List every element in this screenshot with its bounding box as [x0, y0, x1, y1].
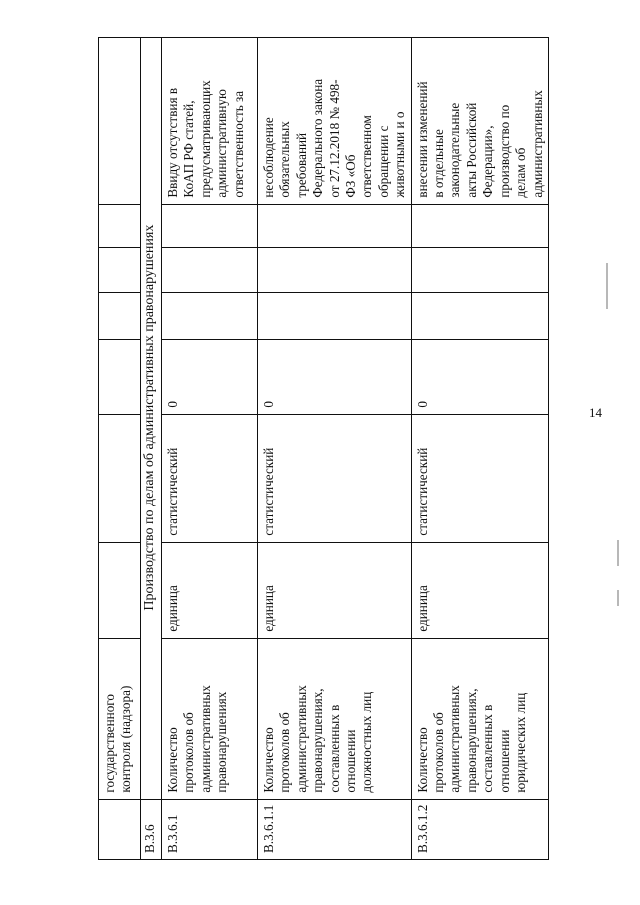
section-title: Производство по делам об административных правонарушениях	[141, 37, 162, 799]
type-cell: статистический	[411, 414, 548, 542]
empty-cell	[99, 414, 141, 542]
empty-cell	[411, 204, 548, 247]
note-cell: внесении изменений в отдельные законодательные акты Российской Федерации», производство по делам об административных	[411, 37, 548, 204]
unit-cell: единица	[258, 542, 412, 638]
empty-cell	[411, 247, 548, 292]
note-cell: Ввиду отсутствия в КоАП РФ статей, предусматривающих административную ответственность за	[162, 37, 258, 204]
empty-cell	[162, 292, 258, 339]
unit-cell: единица	[162, 542, 258, 638]
scan-artifact	[606, 263, 608, 309]
page-number: 14	[589, 405, 602, 420]
indicator-name: государственного контроля (надзора)	[99, 638, 141, 799]
empty-cell	[258, 292, 412, 339]
empty-cell	[162, 247, 258, 292]
value-cell: 0	[258, 339, 412, 414]
row-code: В.3.6.1.2	[411, 799, 548, 859]
empty-cell	[411, 292, 548, 339]
empty-cell	[99, 542, 141, 638]
table-row	[162, 37, 258, 859]
note-cell: несоблюдение обязательных требований Федерального закона от 27.12.2018 № 498- ФЗ «Об ответственном обращении с животными и о	[258, 37, 412, 204]
indicator-name: Количество протоколов об административных правонарушениях, составленных в отношении юридических лиц	[411, 638, 548, 799]
type-cell: статистический	[258, 414, 412, 542]
empty-cell	[99, 339, 141, 414]
value-cell: 0	[411, 339, 548, 414]
scan-artifact	[617, 540, 619, 566]
empty-cell	[162, 204, 258, 247]
indicator-name: Количество протоколов об административных правонарушениях	[162, 638, 258, 799]
table-row	[411, 37, 548, 859]
unit-cell: единица	[411, 542, 548, 638]
indicator-name: Количество протоколов об административных правонарушениях, составленных в отношении должностных лиц	[258, 638, 412, 799]
empty-cell	[99, 204, 141, 247]
empty-cell	[258, 204, 412, 247]
empty-cell	[99, 247, 141, 292]
row-code: В.3.6.1.1	[258, 799, 412, 859]
section-code: В.3.6	[141, 799, 162, 859]
section-row	[141, 37, 162, 859]
row-code	[99, 799, 141, 859]
table-row	[258, 37, 412, 859]
scan-artifact	[617, 590, 619, 606]
value-cell: 0	[162, 339, 258, 414]
row-code: В.3.6.1	[162, 799, 258, 859]
empty-cell	[99, 292, 141, 339]
indicators-table	[98, 37, 549, 860]
empty-cell	[258, 247, 412, 292]
empty-cell	[99, 37, 141, 204]
type-cell: статистический	[162, 414, 258, 542]
table-row	[99, 37, 141, 859]
